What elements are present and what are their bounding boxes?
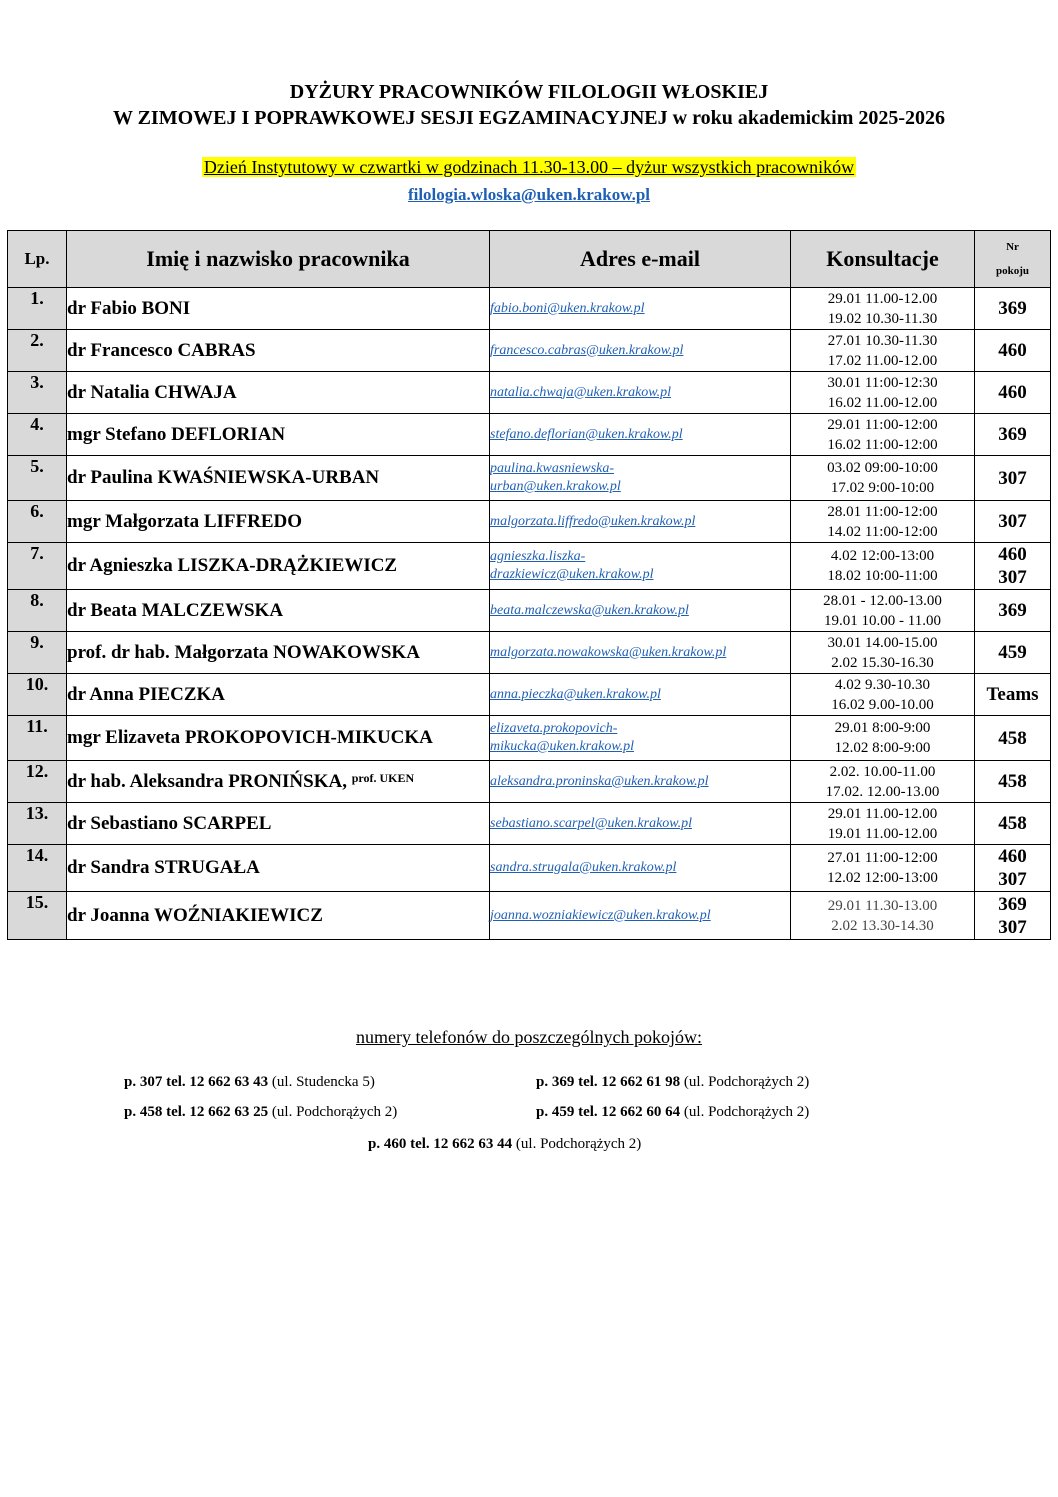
row-number: 1. xyxy=(8,288,67,330)
consultation-slot-1: 29.01 8:00-9:00 xyxy=(834,720,931,736)
row-number: 5. xyxy=(8,456,67,501)
consultation-times xyxy=(791,501,975,543)
header-consultations: Konsultacje xyxy=(791,231,975,288)
consultation-times xyxy=(791,330,975,372)
employee-name-text: dr Fabio BONI xyxy=(67,297,191,319)
email-cell xyxy=(490,674,791,716)
employee-name xyxy=(67,456,490,501)
consultation-slot-2: 18.02 10:00-11:00 xyxy=(827,568,938,584)
phone-item xyxy=(124,1104,397,1121)
employee-name xyxy=(67,501,490,543)
consultation-slot-1: 29.01 11.30-13.00 xyxy=(827,897,938,914)
consultation-slot-2: 19.02 10.30-11.30 xyxy=(827,310,938,327)
consultation-times xyxy=(791,716,975,761)
consultation-slot-2: 14.02 11:00-12:00 xyxy=(827,523,938,540)
employee-name-text: dr hab. Aleksandra PRONIŃSKA, xyxy=(67,770,347,792)
email-link[interactable]: agnieszka.liszka- xyxy=(490,549,586,564)
table-row xyxy=(8,456,1051,501)
consultation-times xyxy=(791,761,975,803)
email-cell xyxy=(490,761,791,803)
room-number xyxy=(975,845,1051,892)
employee-name xyxy=(67,543,490,590)
consultation-slot-1: 28.01 - 12.00-13.00 xyxy=(823,592,942,609)
consultation-slot-2: 12.02 12:00-13:00 xyxy=(827,870,938,886)
room-number-1: Teams xyxy=(986,684,1039,705)
name-title-suffix: prof. UKEN xyxy=(351,770,415,785)
document-title-line2: W ZIMOWEJ I POPRAWKOWEJ SESJI EGZAMINACYJNEJ w roku akademickim 2025-2026 xyxy=(112,107,946,129)
email-cell xyxy=(490,543,791,590)
room-number-1: 369 xyxy=(998,600,1027,621)
table-row xyxy=(8,543,1051,590)
employee-name xyxy=(67,761,490,803)
row-number: 12. xyxy=(8,761,67,803)
room-number-2: 307 xyxy=(998,869,1027,890)
room-number xyxy=(975,372,1051,414)
employee-name-text: mgr Stefano DEFLORIAN xyxy=(67,423,286,445)
email-link[interactable]: paulina.kwasniewska- xyxy=(490,461,615,476)
institute-day-text: Dzień Instytutowy w czwartki w godzinach 11.30-13.00 – dyżur wszystkich pracowników xyxy=(203,157,855,177)
employee-name-text: dr Sandra STRUGAŁA xyxy=(67,857,260,878)
phone-label: p. 458 tel. 12 662 63 25 xyxy=(124,1104,269,1120)
employee-name-text: mgr Elizaveta PROKOPOVICH-MIKUCKA xyxy=(67,727,433,748)
employee-name-text: dr Anna PIECZKA xyxy=(67,683,226,705)
consultation-times xyxy=(791,590,975,632)
email-link[interactable]: aleksandra.proninska@uken.krakow.pl xyxy=(490,773,709,789)
phone-address: (ul. Podchorążych 2) xyxy=(683,1104,810,1120)
table-row xyxy=(8,330,1051,372)
consultation-slot-2: 17.02 11.00-12.00 xyxy=(827,352,938,369)
phone-label: p. 369 tel. 12 662 61 98 xyxy=(536,1074,681,1090)
table-row xyxy=(8,845,1051,892)
room-number xyxy=(975,761,1051,803)
room-number-1: 460 xyxy=(998,382,1027,403)
email-cell xyxy=(490,414,791,456)
row-number: 11. xyxy=(8,716,67,761)
consultation-slot-1: 28.01 11:00-12:00 xyxy=(827,503,938,520)
header-lp: Lp. xyxy=(8,231,67,288)
table-row xyxy=(8,716,1051,761)
room-number xyxy=(975,716,1051,761)
room-number-2: 307 xyxy=(998,567,1027,588)
employee-name-text: dr Paulina KWAŚNIEWSKA-URBAN xyxy=(67,467,380,488)
email-cell xyxy=(490,892,791,940)
room-number-1: 460 xyxy=(998,340,1027,361)
email-link[interactable]: stefano.deflorian@uken.krakow.pl xyxy=(490,426,683,442)
consultation-slot-2: 19.01 10.00 - 11.00 xyxy=(824,612,941,629)
employee-name-text: dr Francesco CABRAS xyxy=(67,339,256,361)
row-number: 2. xyxy=(8,330,67,372)
header-room-line1: Nr xyxy=(1006,241,1019,253)
consultation-slot-2: 17.02. 12.00-13.00 xyxy=(825,783,940,800)
email-link[interactable]: beata.malczewska@uken.krakow.pl xyxy=(490,602,689,618)
email-cell xyxy=(490,288,791,330)
employee-name-text: dr Beata MALCZEWSKA xyxy=(67,599,284,621)
row-number: 10. xyxy=(8,674,67,716)
phones-title: numery telefonów do poszczególnych pokojów: xyxy=(356,1027,702,1047)
room-number-1: 458 xyxy=(998,727,1027,749)
table-row xyxy=(8,632,1051,674)
row-number: 15. xyxy=(8,892,67,940)
consultation-slot-2: 16.02 9.00-10.00 xyxy=(831,696,934,713)
email-link[interactable]: joanna.wozniakiewicz@uken.krakow.pl xyxy=(490,907,711,923)
duty-hours-table xyxy=(7,230,1051,940)
email-link[interactable]: sandra.strugala@uken.krakow.pl xyxy=(490,860,677,875)
room-number xyxy=(975,288,1051,330)
room-number-1: 458 xyxy=(998,813,1027,834)
room-number xyxy=(975,456,1051,501)
room-number-1: 369 xyxy=(998,424,1027,445)
room-number-1: 369 xyxy=(998,893,1027,915)
table-row xyxy=(8,803,1051,845)
employee-name xyxy=(67,590,490,632)
consultation-times xyxy=(791,892,975,940)
consultation-slot-1: 27.01 11:00-12:00 xyxy=(827,850,938,866)
header-email: Adres e-mail xyxy=(490,231,791,288)
employee-name-text: prof. dr hab. Małgorzata NOWAKOWSKA xyxy=(67,641,420,663)
consultation-times xyxy=(791,543,975,590)
table-header-row xyxy=(8,231,1051,288)
employee-name-text: dr Natalia CHWAJA xyxy=(67,381,237,403)
room-number xyxy=(975,590,1051,632)
main-email-line xyxy=(0,185,1058,205)
consultation-slot-1: 4.02 12:00-13:00 xyxy=(830,548,935,564)
row-number: 13. xyxy=(8,803,67,845)
row-number: 9. xyxy=(8,632,67,674)
employee-name xyxy=(67,674,490,716)
table-row xyxy=(8,590,1051,632)
consultation-slot-2: 19.01 11.00-12.00 xyxy=(827,825,938,842)
room-number xyxy=(975,632,1051,674)
consultation-slot-2: 16.02 11.00-12.00 xyxy=(827,394,938,411)
email-cell xyxy=(490,803,791,845)
table-row xyxy=(8,761,1051,803)
employee-name-text: dr Joanna WOŹNIAKIEWICZ xyxy=(67,904,323,926)
institute-day-notice xyxy=(0,157,1058,178)
phone-address: (ul. Studencka 5) xyxy=(271,1074,375,1090)
table-row xyxy=(8,372,1051,414)
room-number-2: 307 xyxy=(998,916,1027,938)
room-number-1: 307 xyxy=(998,511,1027,532)
email-link[interactable]: anna.pieczka@uken.krakow.pl xyxy=(490,686,661,702)
email-cell xyxy=(490,716,791,761)
room-number-1: 307 xyxy=(998,467,1027,489)
consultation-times xyxy=(791,845,975,892)
room-number xyxy=(975,501,1051,543)
employee-name xyxy=(67,845,490,892)
email-link[interactable]: malgorzata.liffredo@uken.krakow.pl xyxy=(490,513,696,529)
room-number-1: 459 xyxy=(998,642,1027,663)
employee-name xyxy=(67,330,490,372)
consultation-slot-2: 2.02 15.30-16.30 xyxy=(831,654,934,671)
email-cell xyxy=(490,501,791,543)
row-number: 14. xyxy=(8,845,67,892)
phone-item xyxy=(368,1136,641,1153)
room-number xyxy=(975,543,1051,590)
header-room-line2: pokoju xyxy=(995,265,1030,277)
employee-name xyxy=(67,716,490,761)
consultation-slot-2: 12.02 8:00-9:00 xyxy=(834,740,931,756)
room-number xyxy=(975,414,1051,456)
header-name: Imię i nazwisko pracownika xyxy=(67,231,490,288)
header-room xyxy=(975,231,1051,288)
email-link-line2[interactable]: mikucka@uken.krakow.pl xyxy=(490,739,635,754)
consultation-slot-1: 29.01 11.00-12.00 xyxy=(827,290,938,307)
consultation-times xyxy=(791,803,975,845)
row-number: 4. xyxy=(8,414,67,456)
consultation-slot-1: 30.01 11:00-12:30 xyxy=(827,374,938,391)
phone-label: p. 307 tel. 12 662 63 43 xyxy=(124,1074,269,1090)
table-row xyxy=(8,892,1051,940)
consultation-times xyxy=(791,288,975,330)
email-link[interactable]: francesco.cabras@uken.krakow.pl xyxy=(490,342,684,358)
document-title-line1: DYŻURY PRACOWNIKÓW FILOLOGII WŁOSKIEJ xyxy=(289,81,769,103)
consultation-times xyxy=(791,674,975,716)
table-row xyxy=(8,501,1051,543)
room-number xyxy=(975,674,1051,716)
consultation-slot-1: 4.02 9.30-10.30 xyxy=(835,676,930,693)
employee-name xyxy=(67,372,490,414)
employee-name xyxy=(67,632,490,674)
phone-item xyxy=(536,1104,809,1121)
room-number xyxy=(975,330,1051,372)
consultation-slot-2: 17.02 9:00-10:00 xyxy=(830,480,935,496)
email-cell xyxy=(490,845,791,892)
table-row xyxy=(8,414,1051,456)
consultation-slot-2: 16.02 11:00-12:00 xyxy=(827,436,938,453)
employee-name-text: dr Agnieszka LISZKA-DRĄŻKIEWICZ xyxy=(67,555,398,576)
email-link[interactable]: malgorzata.nowakowska@uken.krakow.pl xyxy=(490,644,727,660)
employee-name-text: dr Sebastiano SCARPEL xyxy=(67,812,272,834)
email-cell xyxy=(490,330,791,372)
email-link[interactable]: elizaveta.prokopovich- xyxy=(490,721,618,736)
row-number: 7. xyxy=(8,543,67,590)
email-link[interactable]: natalia.chwaja@uken.krakow.pl xyxy=(490,384,671,400)
row-number: 8. xyxy=(8,590,67,632)
email-link-line2[interactable]: drazkiewicz@uken.krakow.pl xyxy=(490,567,654,582)
consultation-slot-1: 30.01 14.00-15.00 xyxy=(827,634,938,651)
room-number xyxy=(975,892,1051,940)
consultation-slot-2: 2.02 13.30-14.30 xyxy=(831,917,934,934)
table-row xyxy=(8,674,1051,716)
consultation-times xyxy=(791,456,975,501)
consultation-slot-1: 2.02. 10.00-11.00 xyxy=(829,763,936,780)
email-cell xyxy=(490,372,791,414)
table-row xyxy=(8,288,1051,330)
room-number-1: 458 xyxy=(998,771,1027,792)
employee-name xyxy=(67,892,490,940)
phone-label: p. 459 tel. 12 662 60 64 xyxy=(536,1104,681,1120)
consultation-times xyxy=(791,414,975,456)
consultation-slot-1: 29.01 11.00-12.00 xyxy=(827,805,938,822)
consultation-times xyxy=(791,372,975,414)
email-link[interactable]: sebastiano.scarpel@uken.krakow.pl xyxy=(490,815,692,831)
employee-name xyxy=(67,803,490,845)
employee-name xyxy=(67,414,490,456)
phone-address: (ul. Podchorążych 2) xyxy=(515,1136,642,1152)
phone-item xyxy=(536,1074,809,1091)
consultation-slot-1: 29.01 11:00-12:00 xyxy=(827,416,938,433)
main-email-link[interactable]: filologia.wloska@uken.krakow.pl xyxy=(407,185,651,204)
email-cell xyxy=(490,456,791,501)
phone-label: p. 460 tel. 12 662 63 44 xyxy=(368,1136,513,1152)
consultation-slot-1: 27.01 10.30-11.30 xyxy=(827,332,938,349)
room-number-1: 369 xyxy=(998,298,1027,319)
employee-name-text: mgr Małgorzata LIFFREDO xyxy=(67,510,302,532)
phone-address: (ul. Podchorążych 2) xyxy=(271,1104,398,1120)
phone-address: (ul. Podchorążych 2) xyxy=(683,1074,810,1090)
email-cell xyxy=(490,632,791,674)
consultation-times xyxy=(791,632,975,674)
email-link[interactable]: fabio.boni@uken.krakow.pl xyxy=(490,300,645,316)
row-number: 3. xyxy=(8,372,67,414)
email-cell xyxy=(490,590,791,632)
email-link-line2[interactable]: urban@uken.krakow.pl xyxy=(490,479,621,494)
room-number-1: 460 xyxy=(998,544,1027,565)
room-number-1: 460 xyxy=(998,846,1027,867)
row-number: 6. xyxy=(8,501,67,543)
room-number xyxy=(975,803,1051,845)
consultation-slot-1: 03.02 09:00-10:00 xyxy=(827,460,938,476)
phone-item xyxy=(124,1074,375,1091)
employee-name xyxy=(67,288,490,330)
